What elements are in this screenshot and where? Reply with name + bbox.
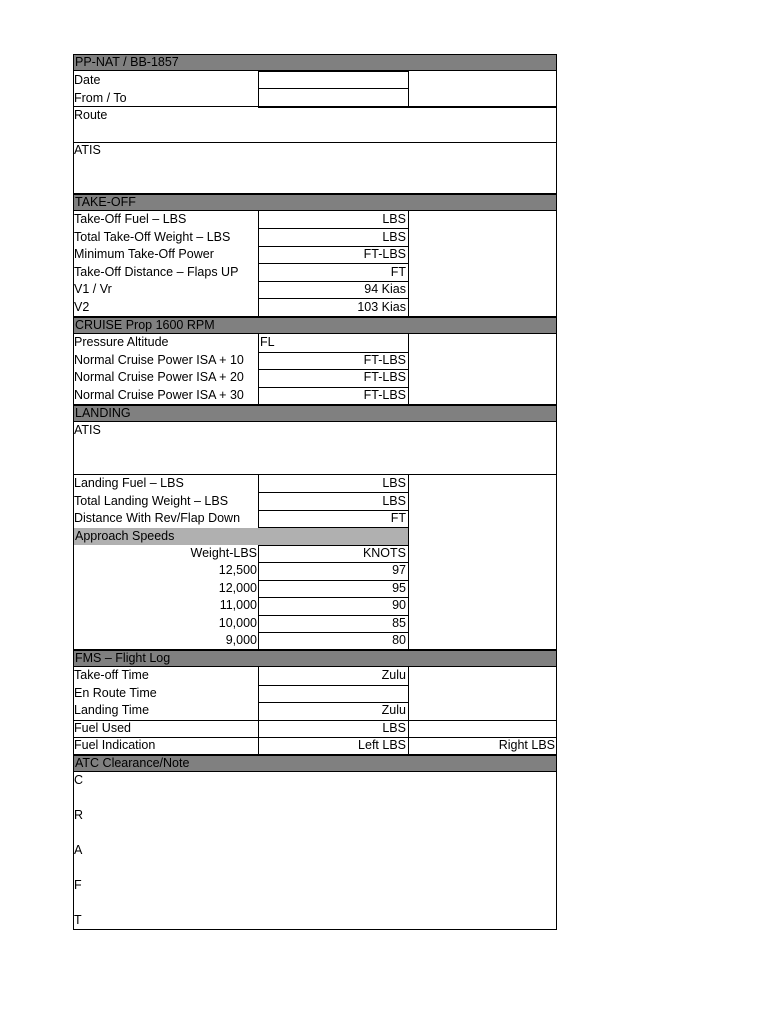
fms-title: FMS – Flight Log [75, 651, 171, 665]
approach-speed: 97 [392, 563, 406, 577]
divider [258, 685, 408, 686]
takeoff-row-label: Total Take-Off Weight – LBS [74, 230, 231, 244]
divider [408, 211, 409, 317]
approach-weight: 12,500 [218, 563, 257, 577]
approach-weight: 11,000 [219, 598, 257, 612]
approach-weight-header: Weight-LBS [190, 546, 257, 560]
aircraft-title: PP-NAT / BB-1857 [75, 55, 179, 69]
takeoff-row-label: V1 / Vr [74, 282, 112, 296]
atc-title: ATC Clearance/Note [75, 756, 190, 770]
landing-header [73, 405, 557, 422]
takeoff-row-label: Take-Off Fuel – LBS [74, 212, 187, 226]
landing-time-value[interactable]: Zulu [381, 703, 406, 717]
v2-value[interactable]: 103 Kias [357, 300, 406, 314]
divider [73, 142, 557, 143]
craft-letter-r: R [74, 808, 84, 822]
divider [408, 475, 409, 650]
cruise-header [73, 317, 557, 334]
landing-atis-label: ATIS [74, 423, 101, 437]
landing-fuel-value[interactable]: LBS [382, 476, 406, 490]
cruise-isa10-value[interactable]: FT-LBS [363, 353, 406, 367]
divider [408, 334, 409, 405]
takeoff-row-label: V2 [74, 300, 90, 314]
landing-title: LANDING [75, 406, 131, 420]
fms-header [73, 650, 557, 667]
approach-speed-header: KNOTS [362, 546, 406, 560]
fms-row-label: Take-off Time [74, 668, 149, 682]
fuel-used-value[interactable]: LBS [382, 721, 406, 735]
approach-weight: 9,000 [225, 633, 257, 647]
fuel-right-value[interactable]: Right LBS [498, 738, 555, 752]
from-to-label: From / To [74, 91, 127, 105]
fms-row-label: Fuel Indication [74, 738, 156, 752]
craft-letter-f: F [74, 878, 82, 892]
approach-speed: 95 [392, 581, 406, 595]
divider [408, 71, 409, 107]
cruise-row-label: Normal Cruise Power ISA + 30 [74, 388, 244, 402]
aircraft-title-bar [73, 54, 557, 71]
landing-weight-value[interactable]: LBS [382, 494, 406, 508]
takeoff-fuel-value[interactable]: LBS [382, 212, 406, 226]
cruise-row-label: Normal Cruise Power ISA + 10 [74, 353, 244, 367]
route-label: Route [74, 108, 108, 122]
approach-speed: 85 [392, 616, 406, 630]
v1-vr-value[interactable]: 94 Kias [364, 282, 406, 296]
fms-row-label: Fuel Used [74, 721, 131, 735]
atc-header [73, 755, 557, 772]
takeoff-title: TAKE-OFF [75, 195, 136, 209]
atis-label: ATIS [74, 143, 101, 157]
takeoff-row-label: Take-Off Distance – Flaps UP [74, 265, 239, 279]
landing-row-label: Total Landing Weight – LBS [74, 494, 229, 508]
takeoff-distance-value[interactable]: FT [390, 265, 406, 279]
date-label: Date [74, 73, 101, 87]
takeoff-weight-value[interactable]: LBS [382, 230, 406, 244]
craft-letter-a: A [74, 843, 83, 857]
landing-row-label: Distance With Rev/Flap Down [74, 511, 241, 525]
fms-row-label: En Route Time [74, 686, 157, 700]
takeoff-header [73, 194, 557, 211]
craft-letter-t: T [74, 913, 82, 927]
landing-distance-value[interactable]: FT [390, 511, 406, 525]
landing-row-label: Landing Fuel – LBS [74, 476, 184, 490]
approach-speeds-header [74, 528, 408, 545]
divider [258, 106, 557, 108]
approach-speed: 80 [392, 633, 406, 647]
takeoff-time-value[interactable]: Zulu [381, 668, 406, 682]
date-field[interactable] [258, 71, 409, 89]
approach-speeds-title: Approach Speeds [75, 529, 175, 543]
approach-weight: 12,000 [218, 581, 257, 595]
approach-speed: 90 [392, 598, 406, 612]
takeoff-power-value[interactable]: FT-LBS [363, 247, 406, 261]
cruise-isa20-value[interactable]: FT-LBS [363, 370, 406, 384]
pressure-altitude-value[interactable]: FL [260, 335, 275, 349]
cruise-isa30-value[interactable]: FT-LBS [363, 388, 406, 402]
from-to-field[interactable] [258, 88, 409, 107]
fuel-left-value[interactable]: Left LBS [358, 738, 406, 752]
craft-letter-c: C [74, 773, 84, 787]
flight-planning-sheet [73, 54, 557, 930]
atc-notes-area[interactable] [73, 771, 557, 930]
cruise-row-label: Normal Cruise Power ISA + 20 [74, 370, 244, 384]
fms-row-label: Landing Time [74, 703, 150, 717]
cruise-row-label: Pressure Altitude [74, 335, 169, 349]
cruise-title: CRUISE Prop 1600 RPM [75, 318, 215, 332]
takeoff-row-label: Minimum Take-Off Power [74, 247, 214, 261]
approach-weight: 10,000 [218, 616, 257, 630]
